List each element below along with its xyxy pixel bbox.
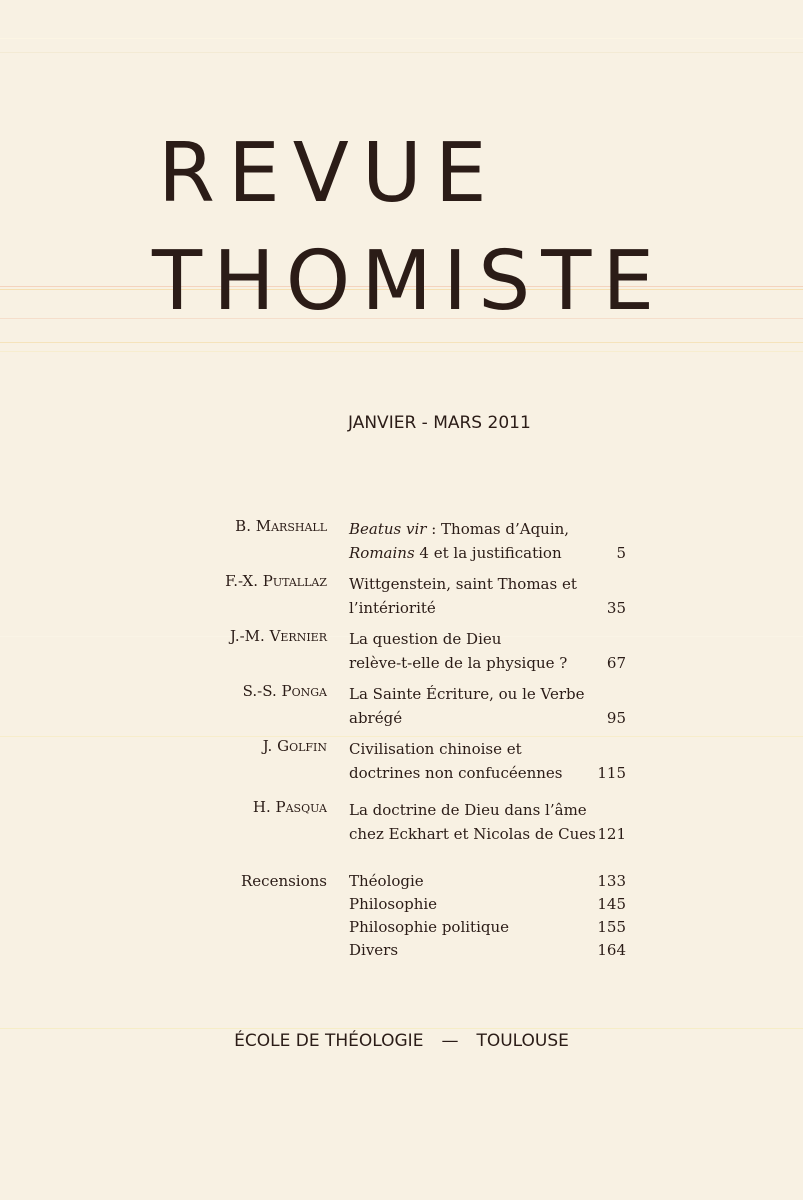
toc-entry [0,798,803,872]
article-title-line: abrégé [349,709,403,727]
toc-entry [0,737,803,798]
publisher [0,1031,803,1051]
scan-line [0,342,803,343]
review-page: 145 [597,895,626,913]
article-page: 121 [597,825,626,843]
review-page: 133 [597,872,626,890]
review-row [0,895,803,918]
article-author: J.-M. Vernier [229,627,327,645]
article-title-text: : Thomas d’Aquin, [426,520,570,538]
article-author: F.-X. Putallaz [225,572,327,590]
article-page: 67 [606,654,626,672]
publisher-separator: — [441,1031,459,1051]
publisher-city: TOULOUSE [476,1031,569,1051]
article-title-text: 4 et la justification [414,544,562,562]
toc-entry [0,627,803,682]
review-title: Théologie [349,872,424,890]
article-title-line: La question de Dieu [349,630,502,648]
article-title [349,798,596,846]
journal-title-line-1: REVUE [158,126,500,221]
article-page: 115 [597,764,626,782]
review-page: 164 [597,941,626,959]
journal-title-line-2: THOMISTE [152,234,666,329]
toc-entry [0,517,803,572]
toc-entry [0,572,803,627]
article-title-line: La Sainte Écriture, ou le Verbe [349,685,585,703]
article-page: 5 [616,544,626,562]
review-row [0,918,803,941]
scan-line [0,1028,803,1029]
reviews-section [0,872,803,964]
review-title: Divers [349,941,399,959]
article-author: H. Pasqua [252,798,327,816]
article-title-italic: Beatus vir [349,520,427,538]
article-title [349,682,585,730]
article-title-line: La doctrine de Dieu dans l’âme [349,801,587,819]
article-author: J. Golfin [262,737,327,755]
article-title-italic: Romains [349,544,415,562]
article-page: 95 [606,709,626,727]
review-title: Philosophie [349,895,438,913]
article-title [349,627,567,675]
review-row [0,872,803,895]
publisher-name: ÉCOLE DE THÉOLOGIE [234,1031,424,1051]
article-title-line: Civilisation chinoise et [349,740,522,758]
article-title-line: doctrines non confucéennes [349,764,563,782]
article-page: 35 [606,599,626,617]
reviews-label: Recensions [241,872,327,890]
article-title-line: relève-t-elle de la physique ? [349,654,568,672]
toc-entry [0,682,803,737]
scan-line [0,351,803,352]
article-title [349,517,569,565]
article-author: S.-S. Ponga [242,682,327,700]
review-title: Philosophie politique [349,918,510,936]
article-author: B. Marshall [235,517,327,535]
review-page: 155 [597,918,626,936]
review-row [0,941,803,964]
article-title [349,572,577,620]
article-title-line: chez Eckhart et Nicolas de Cues [349,825,596,843]
issue-date: JANVIER - MARS 2011 [348,413,531,433]
article-title [349,737,563,785]
scan-line [0,38,803,39]
scan-line [0,52,803,53]
article-title-line: Wittgenstein, saint Thomas et [349,575,577,593]
article-title-line: l’intériorité [349,599,436,617]
table-of-contents [0,517,803,964]
